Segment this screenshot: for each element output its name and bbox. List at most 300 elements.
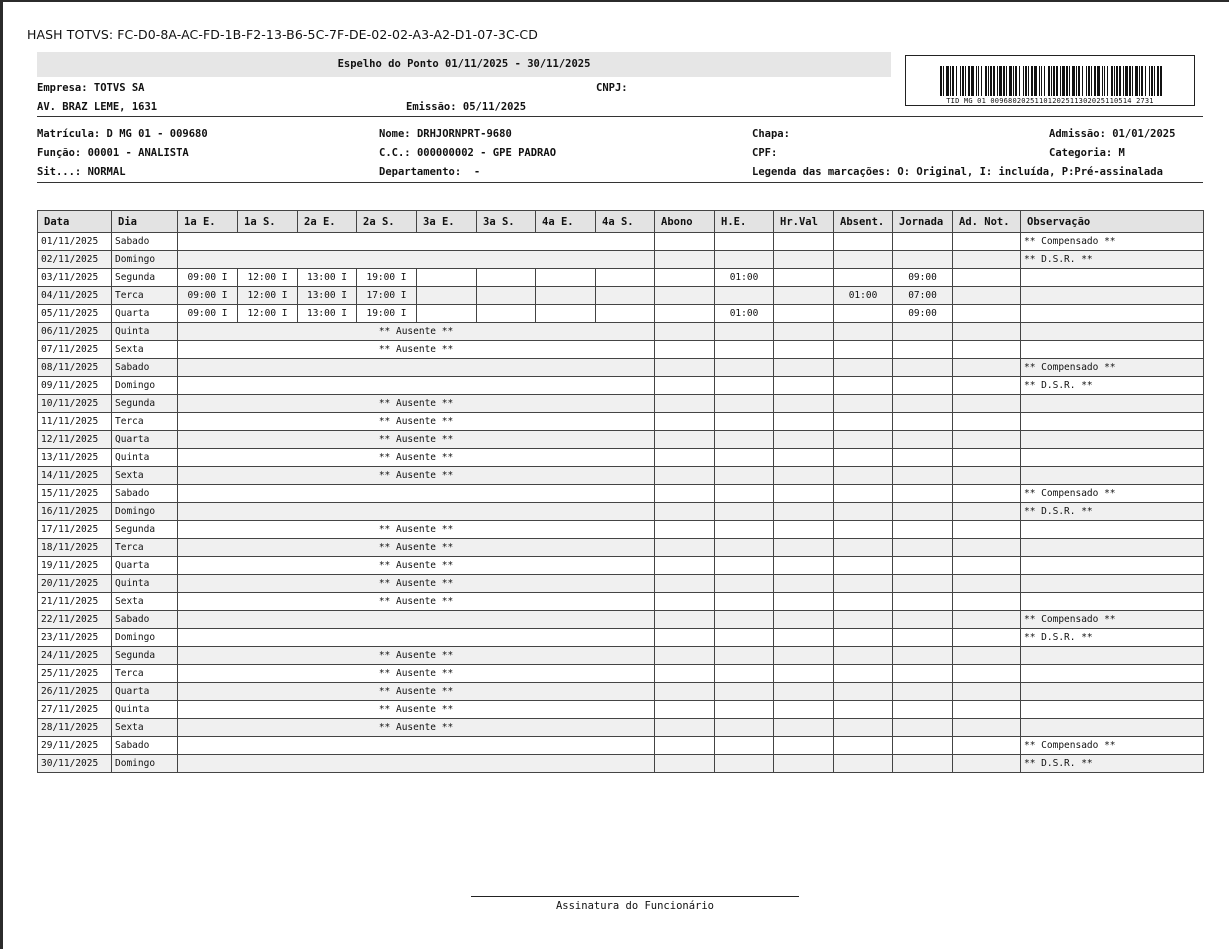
table-cell: 07:00 [893,287,953,305]
table-cell [715,431,774,449]
table-cell [774,395,834,413]
table-cell [655,737,715,755]
table-cell [893,431,953,449]
table-cell: ** Ausente ** [178,557,655,575]
table-cell: 19/11/2025 [38,557,112,575]
table-cell [596,287,655,305]
table-cell: 08/11/2025 [38,359,112,377]
barcode [905,55,1195,106]
table-cell: 26/11/2025 [38,683,112,701]
table-cell [715,395,774,413]
table-cell [953,701,1021,719]
column-header: Abono [655,211,715,233]
table-cell [953,719,1021,737]
chapa-field: Chapa: [752,128,790,140]
table-cell: 09/11/2025 [38,377,112,395]
emissao-field: Emissão: 05/11/2025 [406,101,527,113]
table-cell [655,539,715,557]
table-cell [655,701,715,719]
table-cell [834,665,893,683]
table-cell [1021,719,1204,737]
table-cell [1021,305,1204,323]
column-header: 1a S. [238,211,298,233]
table-row [38,305,1204,323]
table-cell [715,665,774,683]
page-frame-left [0,0,3,949]
table-cell: Sexta [112,341,178,359]
table-cell [178,503,655,521]
table-cell [953,359,1021,377]
table-cell [715,377,774,395]
table-cell [774,629,834,647]
table-cell [893,755,953,773]
table-cell: Quinta [112,575,178,593]
table-cell: ** Ausente ** [178,413,655,431]
table-row [38,539,1204,557]
divider [37,182,1203,183]
table-cell [893,539,953,557]
table-cell [953,575,1021,593]
table-cell [178,629,655,647]
table-cell: Sabado [112,485,178,503]
table-cell [655,431,715,449]
table-cell [953,467,1021,485]
table-cell: ** D.S.R. ** [1021,503,1204,521]
divider [37,116,1203,117]
table-cell: ** Ausente ** [178,341,655,359]
table-cell: Quinta [112,449,178,467]
table-cell [893,323,953,341]
table-cell [655,305,715,323]
table-cell [715,575,774,593]
column-header: 3a S. [477,211,536,233]
table-cell: ** Compensado ** [1021,485,1204,503]
table-cell [953,485,1021,503]
table-cell [893,467,953,485]
table-cell [953,593,1021,611]
table-cell [953,557,1021,575]
table-cell [655,377,715,395]
report-title: Espelho do Ponto 01/11/2025 - 30/11/2025 [37,52,891,77]
table-cell [893,611,953,629]
table-cell [893,593,953,611]
table-cell [774,377,834,395]
legenda: Legenda das marcações: O: Original, I: incluída, P:Pré-assinalada [752,166,1163,178]
table-row [38,647,1204,665]
table-cell: 07/11/2025 [38,341,112,359]
table-cell [953,413,1021,431]
timesheet-table [37,210,1204,773]
table-cell [953,737,1021,755]
table-cell [1021,287,1204,305]
table-cell [774,719,834,737]
table-cell: 20/11/2025 [38,575,112,593]
table-cell [834,395,893,413]
table-cell [655,359,715,377]
column-header: 2a E. [298,211,357,233]
table-cell [715,413,774,431]
table-cell [893,683,953,701]
table-row [38,701,1204,719]
page-frame-top [0,0,1229,2]
table-cell [1021,665,1204,683]
sit-field: Sit...: NORMAL [37,166,126,178]
table-cell: 17:00 I [357,287,417,305]
table-cell [953,521,1021,539]
table-cell [1021,575,1204,593]
table-cell [834,557,893,575]
table-cell: 09:00 I [178,305,238,323]
table-cell: 09:00 I [178,287,238,305]
table-row [38,395,1204,413]
table-cell: 22/11/2025 [38,611,112,629]
table-cell: Segunda [112,395,178,413]
table-cell: 17/11/2025 [38,521,112,539]
table-cell: 01/11/2025 [38,233,112,251]
table-cell [1021,557,1204,575]
column-header: Jornada [893,211,953,233]
table-cell: 05/11/2025 [38,305,112,323]
table-cell [893,485,953,503]
table-cell [1021,521,1204,539]
table-cell: Sabado [112,359,178,377]
table-cell [834,377,893,395]
table-cell [834,719,893,737]
table-cell [834,431,893,449]
table-cell [655,683,715,701]
table-cell [715,611,774,629]
table-cell: 04/11/2025 [38,287,112,305]
table-cell [655,467,715,485]
column-header: 4a E. [536,211,596,233]
table-cell [715,647,774,665]
table-cell [477,287,536,305]
table-cell [774,557,834,575]
table-cell: Quarta [112,431,178,449]
table-cell [953,539,1021,557]
table-row [38,467,1204,485]
table-cell [834,269,893,287]
column-header: Ad. Not. [953,211,1021,233]
table-cell [953,323,1021,341]
signature-line [471,896,799,897]
table-cell [178,359,655,377]
table-cell [655,521,715,539]
table-cell [655,593,715,611]
table-cell [774,593,834,611]
table-cell [774,467,834,485]
table-row [38,359,1204,377]
table-cell [536,305,596,323]
table-cell: Quarta [112,557,178,575]
table-cell: 09:00 [893,305,953,323]
table-cell [893,737,953,755]
table-cell [953,395,1021,413]
table-cell [596,305,655,323]
table-cell: 01:00 [834,287,893,305]
table-cell [953,287,1021,305]
table-cell [834,467,893,485]
table-cell [774,341,834,359]
table-cell [178,251,655,269]
table-cell [715,737,774,755]
table-cell [834,521,893,539]
table-row [38,431,1204,449]
table-cell [834,575,893,593]
table-cell: ** Ausente ** [178,647,655,665]
table-cell: ** Ausente ** [178,431,655,449]
table-cell: Sabado [112,611,178,629]
table-row [38,593,1204,611]
table-cell [834,413,893,431]
table-cell [834,611,893,629]
table-cell: ** Ausente ** [178,719,655,737]
table-cell: ** Ausente ** [178,683,655,701]
table-row [38,377,1204,395]
table-row [38,557,1204,575]
table-cell [715,521,774,539]
table-cell: ** Ausente ** [178,395,655,413]
table-cell [1021,413,1204,431]
table-cell [774,503,834,521]
table-cell [893,449,953,467]
table-cell [1021,701,1204,719]
table-cell [834,737,893,755]
table-cell [774,611,834,629]
table-cell [1021,449,1204,467]
table-cell: Segunda [112,269,178,287]
table-cell: Domingo [112,377,178,395]
table-cell [536,287,596,305]
table-cell: 29/11/2025 [38,737,112,755]
table-cell: ** Ausente ** [178,575,655,593]
nome-field: Nome: DRHJORNPRT-9680 [379,128,512,140]
table-cell [715,539,774,557]
table-cell [655,323,715,341]
table-cell [477,305,536,323]
table-cell [774,359,834,377]
table-cell: ** D.S.R. ** [1021,377,1204,395]
table-cell: 12:00 I [238,287,298,305]
table-cell [774,701,834,719]
table-cell: Terca [112,665,178,683]
table-cell [893,665,953,683]
table-cell [417,305,477,323]
table-cell: ** Ausente ** [178,665,655,683]
table-cell [1021,395,1204,413]
table-cell: 30/11/2025 [38,755,112,773]
table-cell: Terca [112,287,178,305]
table-cell: ** Ausente ** [178,539,655,557]
table-cell [178,233,655,251]
table-cell: 14/11/2025 [38,467,112,485]
table-cell [774,737,834,755]
table-cell [774,305,834,323]
table-cell [655,647,715,665]
table-cell [893,251,953,269]
table-cell: Quinta [112,323,178,341]
table-cell: Domingo [112,629,178,647]
admissao-field: Admissão: 01/01/2025 [1049,128,1176,140]
table-cell [774,449,834,467]
table-cell [893,503,953,521]
table-cell [834,251,893,269]
table-cell: 02/11/2025 [38,251,112,269]
table-cell [774,521,834,539]
table-cell [893,521,953,539]
table-cell: ** Compensado ** [1021,737,1204,755]
table-cell [834,323,893,341]
table-cell: ** Ausente ** [178,701,655,719]
table-cell: ** Ausente ** [178,449,655,467]
table-cell [834,449,893,467]
table-cell [893,629,953,647]
table-cell: 12:00 I [238,305,298,323]
table-cell: 25/11/2025 [38,665,112,683]
table-cell [715,629,774,647]
table-cell: 09:00 I [178,269,238,287]
table-cell: Quarta [112,305,178,323]
table-cell: Sexta [112,593,178,611]
table-cell [953,233,1021,251]
table-cell [893,341,953,359]
table-cell [774,323,834,341]
table-cell [655,251,715,269]
table-header-row [38,211,1204,233]
table-row [38,485,1204,503]
table-cell [834,485,893,503]
emissao-value: 05/11/2025 [462,101,527,113]
table-cell [953,431,1021,449]
endereco: AV. BRAZ LEME, 1631 [37,101,158,113]
table-cell [953,449,1021,467]
table-cell [774,233,834,251]
table-cell [774,269,834,287]
table-cell [655,557,715,575]
table-cell: ** Compensado ** [1021,611,1204,629]
table-cell [834,539,893,557]
table-cell: 01:00 [715,269,774,287]
table-cell [893,557,953,575]
table-cell [715,467,774,485]
table-cell [953,251,1021,269]
table-row [38,755,1204,773]
column-header: H.E. [715,211,774,233]
table-cell [1021,593,1204,611]
table-cell [715,287,774,305]
table-cell: ** Ausente ** [178,521,655,539]
table-cell: Terca [112,539,178,557]
table-cell [417,269,477,287]
table-cell [953,755,1021,773]
table-cell: ** D.S.R. ** [1021,629,1204,647]
table-cell [477,269,536,287]
table-cell [953,683,1021,701]
table-cell: 03/11/2025 [38,269,112,287]
table-cell: Segunda [112,647,178,665]
table-cell [774,665,834,683]
table-cell [953,611,1021,629]
table-cell [417,287,477,305]
table-cell [834,305,893,323]
table-cell [893,359,953,377]
table-row [38,665,1204,683]
cc-field: C.C.: 000000002 - GPE PADRAO [379,147,557,159]
table-cell: 19:00 I [357,269,417,287]
table-cell [834,629,893,647]
empresa-value: TOTVS SA [93,82,145,94]
table-cell [834,755,893,773]
table-cell: 10/11/2025 [38,395,112,413]
table-cell [1021,647,1204,665]
table-cell: Segunda [112,521,178,539]
table-cell [774,683,834,701]
table-cell [953,503,1021,521]
table-cell [893,575,953,593]
table-cell [715,359,774,377]
table-cell: Quarta [112,683,178,701]
table-cell [953,629,1021,647]
table-cell [774,575,834,593]
table-cell [953,269,1021,287]
table-row [38,719,1204,737]
barcode-bars [940,66,1162,96]
table-cell [655,719,715,737]
table-row [38,233,1204,251]
table-cell: 28/11/2025 [38,719,112,737]
table-cell: 27/11/2025 [38,701,112,719]
table-cell [953,305,1021,323]
table-cell [178,377,655,395]
cnpj-field: CNPJ: [596,82,628,94]
table-cell [536,269,596,287]
column-header: Dia [112,211,178,233]
table-cell: 09:00 [893,269,953,287]
column-header: 3a E. [417,211,477,233]
table-cell [715,449,774,467]
table-cell [655,755,715,773]
funcao-field: Função: 00001 - ANALISTA [37,147,189,159]
table-cell [715,557,774,575]
table-cell [774,413,834,431]
table-cell [774,251,834,269]
column-header: Data [38,211,112,233]
table-row [38,287,1204,305]
table-cell: 13:00 I [298,287,357,305]
table-cell: ** Compensado ** [1021,233,1204,251]
table-cell [953,647,1021,665]
table-cell [953,377,1021,395]
table-cell [655,395,715,413]
table-cell: 06/11/2025 [38,323,112,341]
table-row [38,575,1204,593]
table-cell [1021,323,1204,341]
table-cell: Domingo [112,503,178,521]
departamento-field: Departamento: - [379,166,481,178]
column-header: Hr.Val [774,211,834,233]
table-cell: 01:00 [715,305,774,323]
table-cell [834,683,893,701]
barcode-text: TID MG 01 00968020251101202511302025110514 2731 [946,97,1154,105]
table-cell [715,233,774,251]
table-cell [893,719,953,737]
table-cell [834,359,893,377]
table-cell [715,719,774,737]
hash-text: HASH TOTVS: FC-D0-8A-AC-FD-1B-F2-13-B6-5C-7F-DE-02-02-A3-A2-D1-07-3C-CD [27,27,538,42]
categoria-field: Categoria: M [1049,147,1125,159]
table-cell: ** Ausente ** [178,593,655,611]
table-row [38,413,1204,431]
